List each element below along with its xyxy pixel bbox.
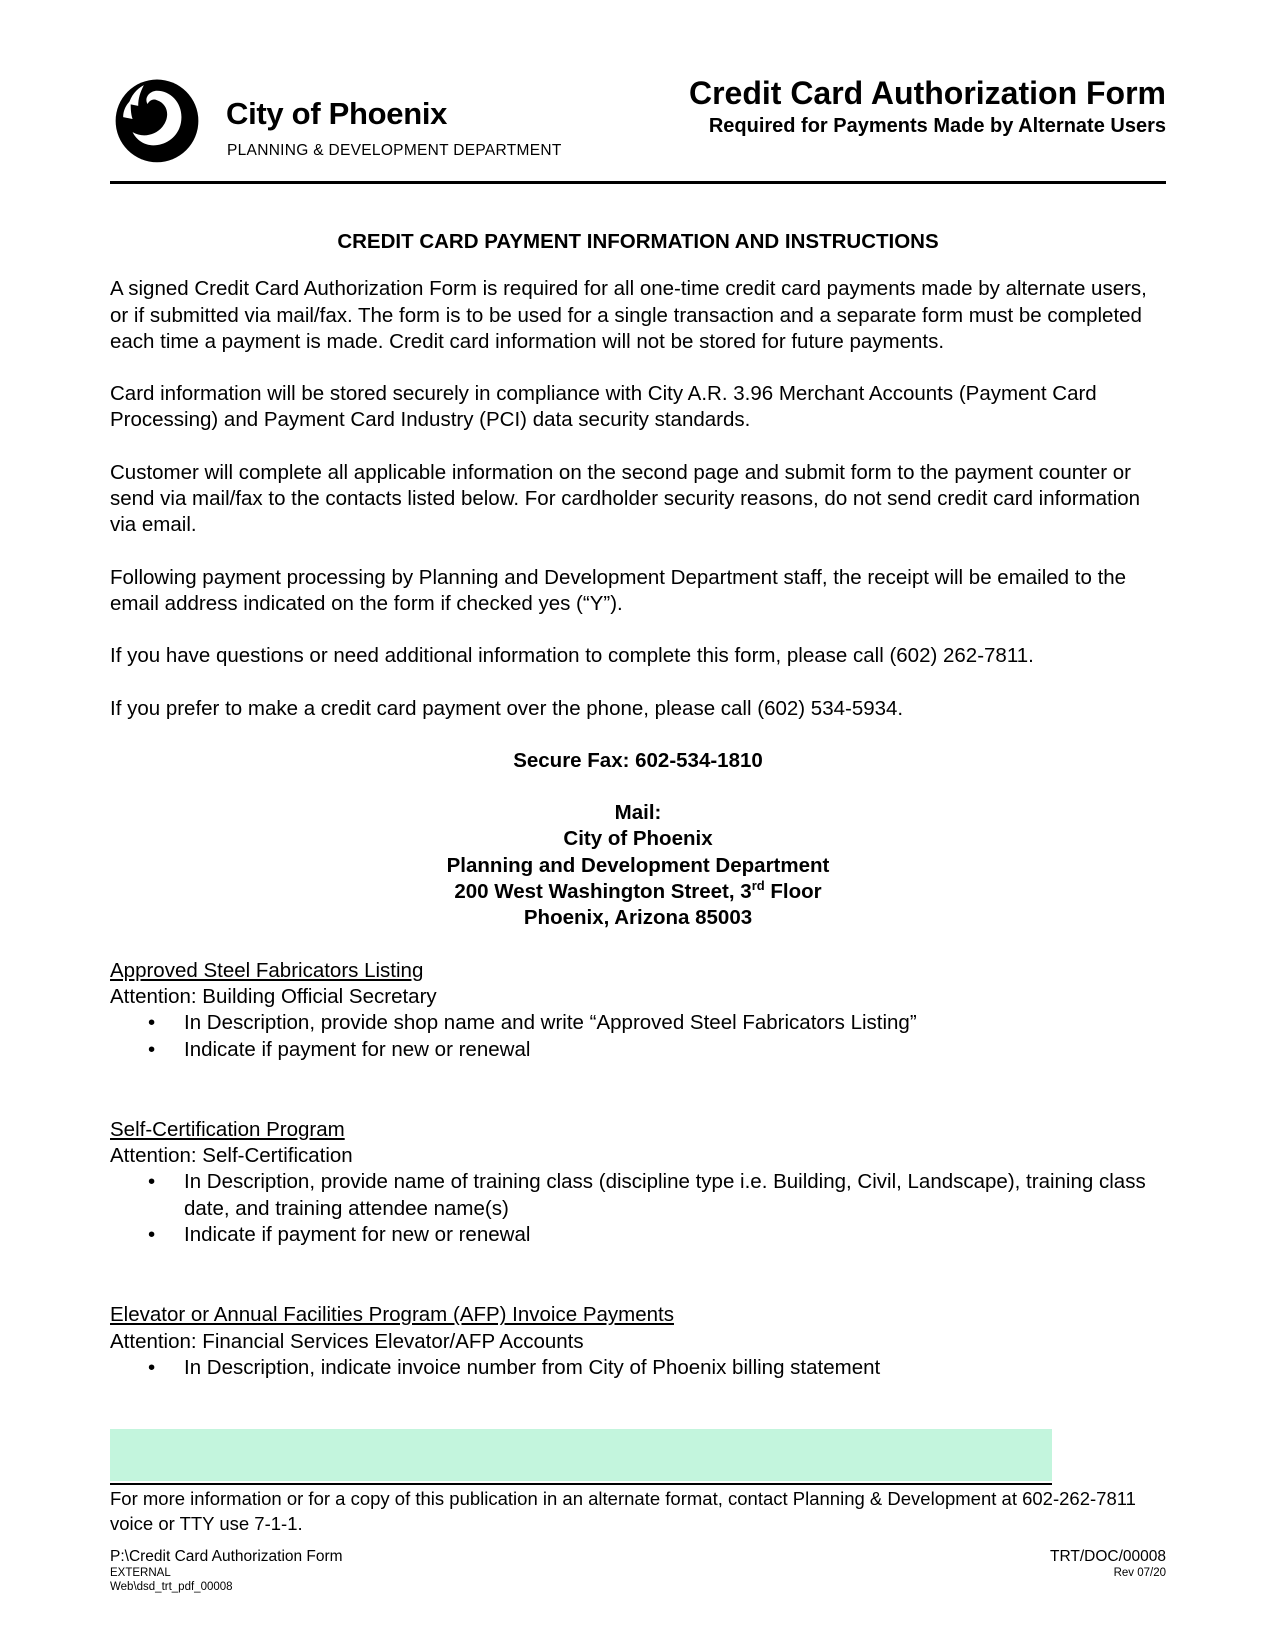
program-attention: Attention: Financial Services Elevator/AFP Accounts: [110, 1329, 584, 1353]
org-name: City of Phoenix: [226, 96, 448, 131]
program-elevator-afp: [110, 1302, 1166, 1381]
page-subtitle: Required for Payments Made by Alternate Users: [708, 115, 1166, 137]
mail-line: Planning and Development Department: [446, 853, 830, 877]
street-floor: Floor: [764, 880, 822, 904]
street-text: 200 West Washington Street, 3: [454, 880, 752, 904]
page-title: Credit Card Authorization Form: [688, 75, 1166, 111]
list-item: • In Description, indicate invoice number from City of Phoenix billing statement: [110, 1355, 1166, 1381]
list-item: • In Description, provide name of training class (discipline type i.e. Building, Civil, Landscape), training class date, and training attendee name(s): [110, 1169, 1166, 1222]
paragraph: Following payment processing by Planning and Development Department staff, the receipt will be emailed to the email address indicated on the form if checked yes (“Y”).: [110, 565, 1127, 615]
program-title: Self-Certification Program: [110, 1117, 345, 1141]
program-bullets: [110, 1010, 1166, 1063]
department-name: PLANNING & DEVELOPMENT DEPARTMENT: [227, 142, 562, 159]
phoenix-bird-icon: [110, 72, 204, 166]
footer-divider: [110, 1483, 1052, 1485]
paragraph: A signed Credit Card Authorization Form is required for all one-time credit card payments made by alternate users, or if submitted via mail/fax. The form is to be used for a single transaction and a separate form must be completed each time a payment is made. Credit card information will not be stored for future payments.: [110, 277, 1147, 353]
secure-fax: Secure Fax: 602-534-1810: [513, 748, 763, 772]
program-bullets: [110, 1355, 1166, 1381]
file-path: P:\Credit Card Authorization Form: [110, 1548, 343, 1565]
paragraph: Card information will be stored securely in compliance with City A.R. 3.96 Merchant Accounts (Payment Card Processing) and Payment Card Industry (PCI) data security standards.: [110, 382, 1097, 432]
footer-left: [110, 1548, 343, 1594]
street-ordinal: rd: [751, 878, 765, 894]
program-attention: Attention: Self-Certification: [110, 1144, 353, 1168]
instructions-content: [110, 229, 1166, 1408]
paragraph: If you prefer to make a credit card payment over the phone, please call (602) 534-5934.: [110, 696, 904, 720]
list-item: • Indicate if payment for new or renewal: [110, 1037, 1166, 1063]
title-block: [689, 74, 1166, 140]
paragraph: If you have questions or need additional information to complete this form, please call (602) 262-7811.: [110, 644, 1034, 668]
list-item: • In Description, provide shop name and write “Approved Steel Fabricators Listing”: [110, 1010, 1166, 1036]
program-steel-fabricators: [110, 958, 1166, 1090]
footer-contact: For more information or for a copy of this publication in an alternate format, contact Planning & Development at 602-262-7811 voice or TTY use 7-1-1.: [110, 1488, 1136, 1534]
city-logo: [110, 72, 570, 172]
program-title: Approved Steel Fabricators Listing: [110, 958, 424, 982]
mail-city: Phoenix, Arizona 85003: [523, 906, 753, 930]
footer-right: [1050, 1548, 1166, 1580]
section-heading: CREDIT CARD PAYMENT INFORMATION AND INSTRUCTIONS: [337, 230, 939, 253]
paragraph: Customer will complete all applicable information on the second page and submit form to the payment counter or send via mail/fax to the contacts listed below. For cardholder security reasons, do not send credit card information via email.: [110, 460, 1141, 537]
mail-label: Mail:: [614, 801, 662, 825]
mail-line: City of Phoenix: [563, 827, 713, 851]
revision-label: Rev 07/20: [1113, 1567, 1166, 1579]
program-title: Elevator or Annual Facilities Program (AFP) Invoice Payments: [110, 1303, 674, 1327]
mail-street: [110, 879, 1166, 905]
highlight-band: [110, 1429, 1052, 1481]
program-attention: Attention: Building Official Secretary: [110, 984, 437, 1008]
visibility-label: EXTERNAL: [110, 1567, 171, 1579]
web-id: Web\dsd_trt_pdf_00008: [110, 1581, 233, 1593]
mail-address: [110, 800, 1166, 931]
header-divider: [110, 181, 1166, 184]
program-bullets: [110, 1169, 1166, 1248]
program-self-certification: [110, 1117, 1166, 1275]
document-id: TRT/DOC/00008: [1049, 1548, 1166, 1565]
list-item: • Indicate if payment for new or renewal: [110, 1222, 1166, 1248]
